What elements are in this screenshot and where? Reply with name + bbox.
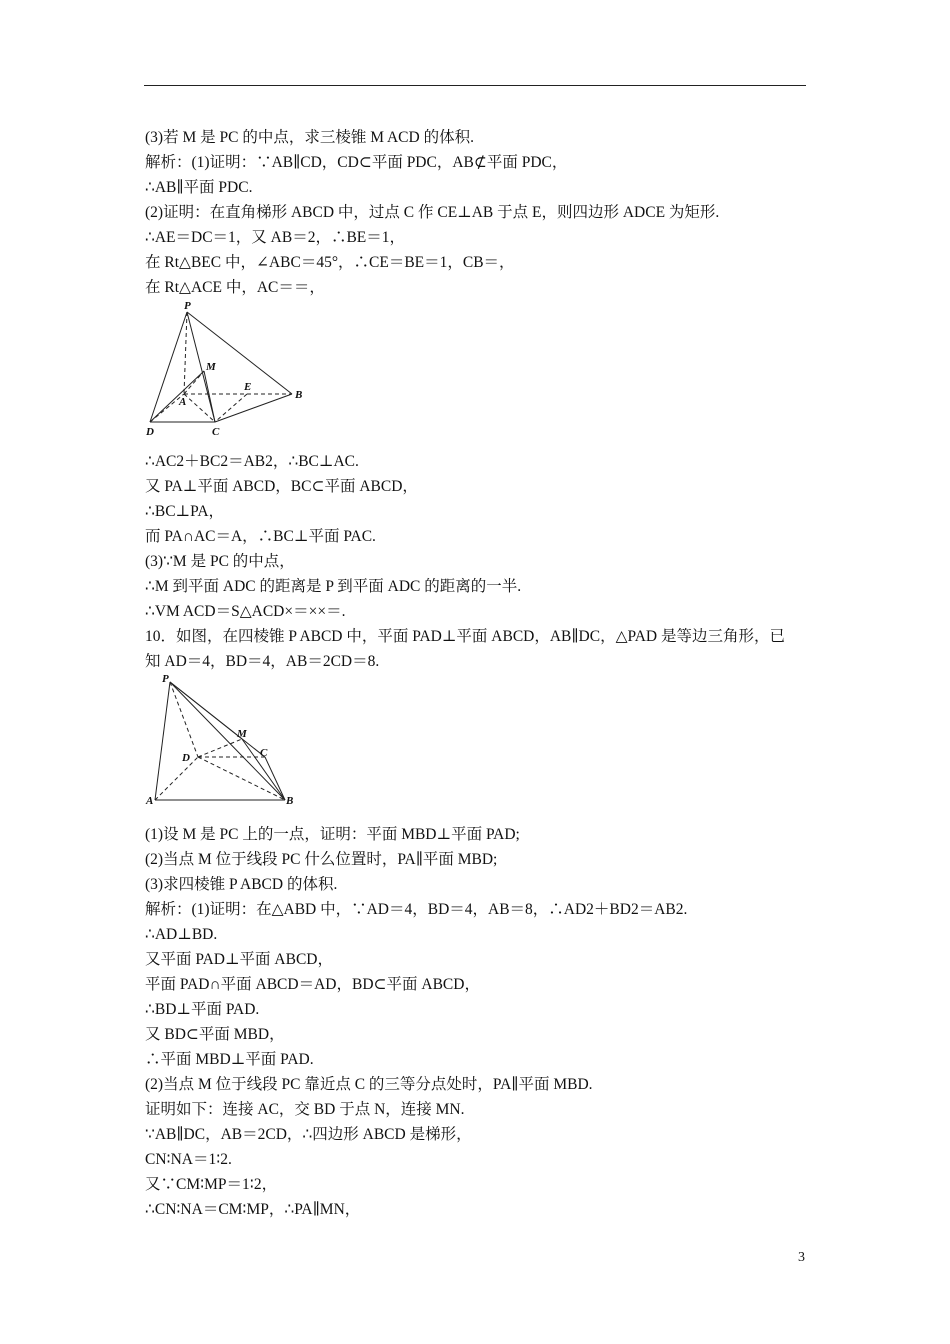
text-line: (2)证明：在直角梯形 ABCD 中，过点 C 作 CE⊥AB 于点 E，则四边形 ADCE 为矩形. — [145, 204, 720, 221]
text-line: 知 AD＝4，BD＝4，AB＝2CD＝8. — [145, 653, 380, 670]
text-line: ∴AE＝DC＝1，又 AB＝2，∴BE＝1， — [145, 229, 406, 246]
label-E: E — [244, 381, 252, 393]
text-line: 又 BD⊂平面 MBD， — [145, 1026, 285, 1043]
label-P: P — [162, 673, 169, 685]
pyramid-figure-2 — [140, 670, 305, 810]
pyramid-figure-1 — [140, 298, 310, 443]
text-line: 又∵CM∶MP＝1∶2， — [145, 1176, 278, 1193]
text-line: 解析：(1)证明：∵AB∥CD，CD⊂平面 PDC，AB⊄平面 PDC， — [145, 154, 568, 171]
label-C: C — [260, 747, 268, 759]
text-line: ∴AD⊥BD. — [145, 926, 218, 943]
text-line: (1)设 M 是 PC 上的一点，证明：平面 MBD⊥平面 PAD; — [145, 826, 520, 843]
label-C: C — [212, 426, 220, 438]
text-line: 又平面 PAD⊥平面 ABCD， — [145, 951, 333, 968]
label-A: A — [146, 795, 154, 807]
page-number: 3 — [798, 1250, 805, 1265]
text-line: ∴M 到平面 ADC 的距离是 P 到平面 ADC 的距离的一半. — [145, 578, 522, 595]
text-line: (3)∵M 是 PC 的中点， — [145, 553, 295, 570]
text-line: ∴BC⊥PA， — [145, 503, 225, 520]
text-line: ∴VM ACD＝S△ACD×＝××＝. — [145, 603, 346, 620]
text-line: ∴BD⊥平面 PAD. — [145, 1001, 260, 1018]
label-M: M — [206, 361, 216, 373]
text-line: 在 Rt△ACE 中，AC＝＝， — [145, 279, 325, 296]
text-line: ∴平面 MBD⊥平面 PAD. — [145, 1051, 314, 1068]
text-line: ∵AB∥DC，AB＝2CD，∴四边形 ABCD 是梯形， — [145, 1126, 472, 1143]
label-D: D — [182, 752, 190, 764]
text-line: CN∶NA＝1∶2. — [145, 1151, 232, 1168]
text-line: 解析：(1)证明：在△ABD 中，∵AD＝4，BD＝4，AB＝8，∴AD2＋BD2＝AB2. — [145, 901, 688, 918]
label-B: B — [295, 389, 303, 401]
label-D: D — [146, 426, 154, 438]
text-line: (2)当点 M 位于线段 PC 什么位置时，PA∥平面 MBD; — [145, 851, 498, 868]
text-line: 又 PA⊥平面 ABCD，BC⊂平面 ABCD， — [145, 478, 418, 495]
label-P: P — [184, 300, 191, 312]
label-B: B — [286, 795, 294, 807]
text-line: 证明如下：连接 AC，交 BD 于点 N，连接 MN. — [145, 1101, 465, 1118]
text-line: ∴CN∶NA＝CM∶MP，∴PA∥MN， — [145, 1201, 361, 1218]
text-line: 在 Rt△BEC 中，∠ABC＝45°，∴CE＝BE＝1，CB＝， — [145, 254, 515, 271]
text-line: 10．如图，在四棱锥 P ABCD 中，平面 PAD⊥平面 ABCD，AB∥DC，△PAD 是等边三角形，已 — [145, 628, 785, 645]
label-A: A — [179, 396, 187, 408]
text-line: (3)若 M 是 PC 的中点，求三棱锥 M ACD 的体积. — [145, 129, 474, 146]
text-line: (3)求四棱锥 P ABCD 的体积. — [145, 876, 338, 893]
text-line: (2)当点 M 位于线段 PC 靠近点 C 的三等分点处时，PA∥平面 MBD. — [145, 1076, 593, 1093]
label-M: M — [237, 728, 247, 740]
text-line: ∴AC2＋BC2＝AB2，∴BC⊥AC. — [145, 453, 359, 470]
text-line: 平面 PAD∩平面 ABCD＝AD，BD⊂平面 ABCD， — [145, 976, 480, 993]
header-rule — [144, 85, 806, 86]
text-line: 而 PA∩AC＝A，∴BC⊥平面 PAC. — [145, 528, 376, 545]
text-line: ∴AB∥平面 PDC. — [145, 179, 253, 196]
